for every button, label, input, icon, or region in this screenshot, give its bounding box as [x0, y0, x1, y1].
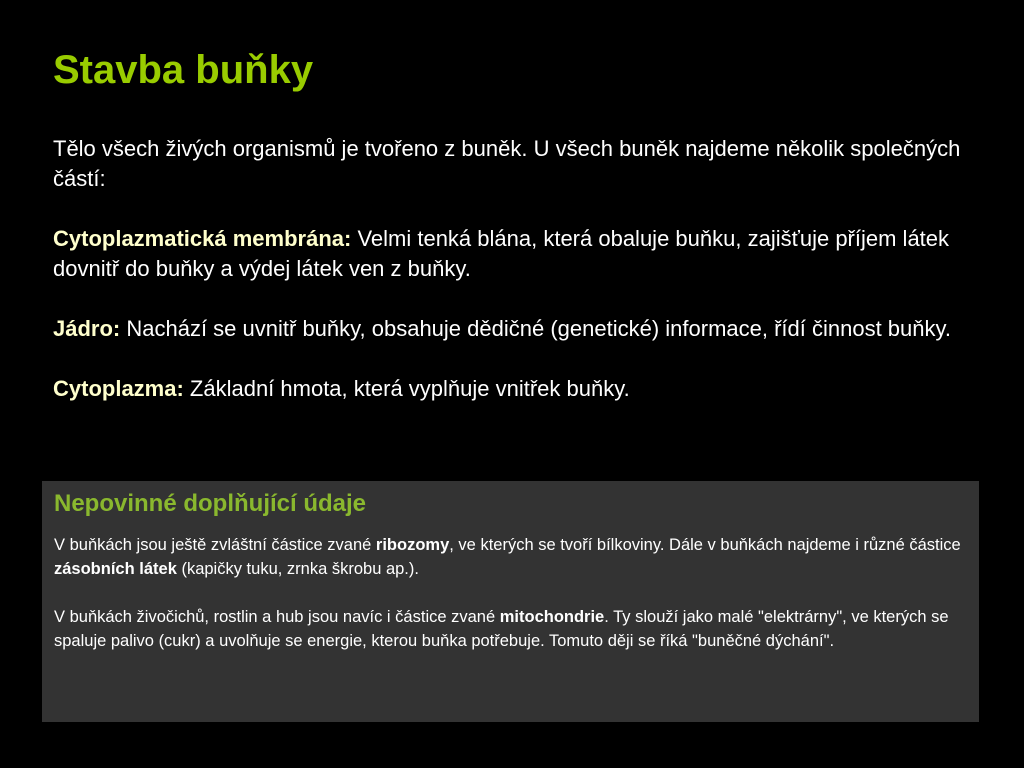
- info-bold-term: ribozomy: [375, 536, 450, 554]
- info-box-text: [54, 533, 967, 653]
- definition-nucleus: [53, 314, 983, 344]
- definition-membrane: [53, 224, 983, 284]
- info-text-span: V buňkách živočichů, rostlin a hub jsou navíc i částice zvané: [54, 608, 500, 626]
- slide-title: Stavba buňky: [53, 48, 314, 92]
- info-box-title: Nepovinné doplňující údaje: [54, 490, 367, 517]
- definition-term: Cytoplazma:: [53, 376, 184, 401]
- definition-text: Základní hmota, která vyplňuje vnitřek buňky.: [183, 376, 630, 401]
- info-text-span: (kapičky tuku, zrnka škrobu ap.).: [176, 560, 419, 578]
- info-text-span: , ve kterých se tvoří bílkoviny. Dále v buňkách najdeme i různé částice: [449, 536, 961, 554]
- definition-text: Nachází se uvnitř buňky, obsahuje dědičné (genetické) informace, řídí činnost buňky.: [120, 316, 951, 341]
- main-text: [53, 134, 983, 434]
- info-text-span: . Ty slouží jako malé "elektrárny", ve kterých se spaluje palivo (cukr) a uvolňuje se energie, kterou buňka potřebuje. Tomuto ději se říká "buněčné dýchání".: [54, 608, 949, 650]
- info-bold-term: mitochondrie: [499, 608, 605, 626]
- info-paragraph-ribosomes: [54, 533, 967, 581]
- info-bold-term: zásobních látek: [54, 560, 177, 578]
- definition-text: Velmi tenká blána, která obaluje buňku, zajišťuje příjem látek dovnitř do buňky a výdej látek ven z buňky.: [53, 226, 950, 281]
- optional-info-box: [42, 481, 979, 722]
- definition-term: Cytoplazmatická membrána:: [53, 226, 352, 251]
- intro-paragraph: Tělo všech živých organismů je tvořeno z buněk. U všech buněk najdeme několik společných částí:: [53, 136, 961, 191]
- info-paragraph-mitochondria: [54, 605, 967, 653]
- info-text-span: V buňkách jsou ještě zvláštní částice zvané: [54, 536, 376, 554]
- definition-term: Jádro:: [53, 316, 121, 341]
- definition-cytoplasm: [53, 374, 983, 404]
